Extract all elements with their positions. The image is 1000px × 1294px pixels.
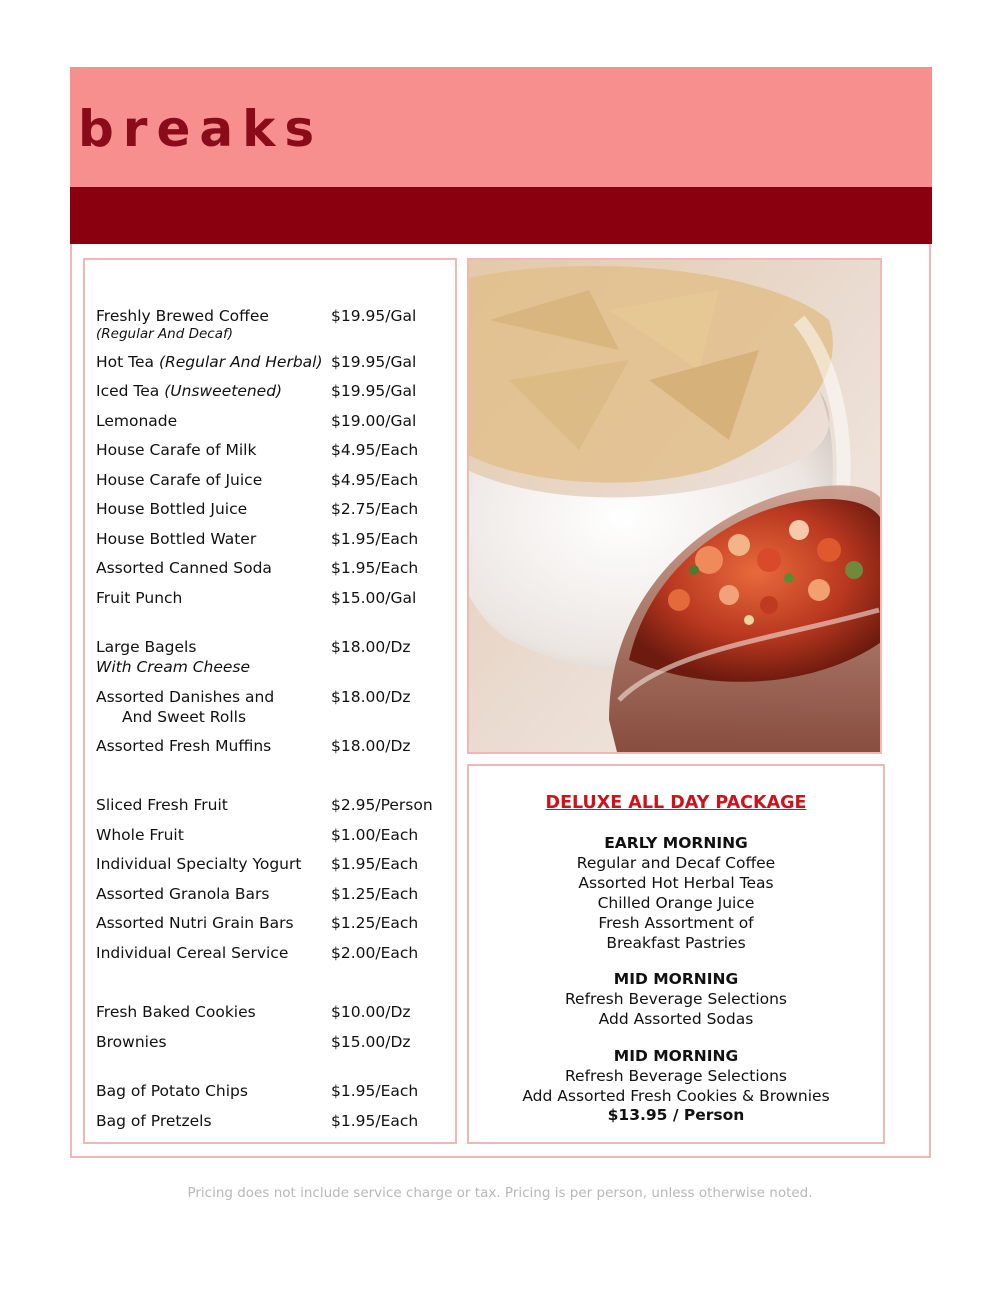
menu-item [96,736,271,756]
package-title: DELUXE ALL DAY PACKAGE [545,793,807,813]
menu-item [96,470,262,490]
menu-item-price: $2.95/Person [331,796,433,814]
menu-item-name: Individual Specialty Yogurt [96,855,302,873]
menu-item-name: Assorted Fresh Muffins [96,737,272,755]
menu-item-name: Assorted Canned Soda [96,559,272,577]
menu-item-price: $18.00/Dz [331,737,411,755]
package-section [469,969,883,1029]
package-line: Refresh Beverage Selections [564,1067,788,1085]
menu-item-name: Individual Cereal Service [96,944,289,962]
package-line: Fresh Assortment of [598,914,754,932]
package-section-heading: EARLY MORNING [604,834,748,852]
menu-item-name: Sliced Fresh Fruit [96,796,228,814]
menu-item-detail: With Cream Cheese [96,658,251,676]
package-panel [467,764,885,1144]
menu-item-name: Brownies [96,1033,167,1051]
menu-item [96,943,288,963]
menu-item [96,1111,212,1131]
menu-item-name: House Carafe of Milk [96,441,257,459]
package-section [469,833,883,953]
menu-item-price: $10.00/Dz [331,1003,411,1021]
menu-item-name: House Bottled Juice [96,500,248,518]
footer-note: Pricing does not include service charge or tax. Pricing is per person, unless otherwise noted. [187,1185,813,1201]
menu-item-name: House Carafe of Juice [96,471,263,489]
menu-item [96,1081,248,1101]
menu-item-name: Whole Fruit [96,826,184,844]
package-section-heading: MID MORNING [613,1047,739,1065]
menu-item [96,854,301,874]
menu-item-name: Lemonade [96,412,178,430]
package-line: Assorted Hot Herbal Teas [578,874,774,892]
menu-item [96,306,269,343]
package-line: Add Assorted Sodas [598,1010,754,1028]
menu-item-price: $18.00/Dz [331,638,411,656]
menu-item-price: $1.25/Each [331,885,419,903]
menu-item-price: $1.95/Each [331,1112,419,1130]
package-section-heading: MID MORNING [613,970,739,988]
menu-item-price: $19.95/Gal [331,307,417,325]
menu-item [96,825,184,845]
menu-item-name: Bag of Pretzels [96,1112,212,1130]
menu-item-name: Hot Tea [96,353,159,371]
menu-item [96,687,274,727]
menu-item-name: Large Bagels [96,638,197,656]
menu-item [96,795,228,815]
menu-item-name: Fruit Punch [96,589,183,607]
menu-item-price: $1.95/Each [331,559,419,577]
chips-salsa-photo [467,258,882,754]
menu-item-name: Assorted Nutri Grain Bars [96,914,294,932]
menu-item-price: $4.95/Each [331,471,419,489]
menu-item [96,1002,256,1022]
menu-item-detail: (Regular And Herbal) [158,353,323,371]
menu-item [96,411,177,431]
menu-item [96,588,182,608]
header-accent-band [70,187,932,244]
menu-item-name: Freshly Brewed Coffee [96,307,269,325]
menu-item-detail: (Unsweetened) [164,382,283,400]
package-line: Regular and Decaf Coffee [576,854,776,872]
menu-item [96,637,250,677]
menu-item [96,440,256,460]
menu-item-name: Assorted Granola Bars [96,885,270,903]
menu-item-price: $18.00/Dz [331,688,411,706]
menu-item-price: $4.95/Each [331,441,419,459]
package-price: $13.95 / Person [607,1106,745,1124]
menu-item-name: Iced Tea [96,382,165,400]
menu-item [96,1032,167,1052]
menu-item [96,499,247,519]
menu-item [96,558,272,578]
package-line: Chilled Orange Juice [597,894,755,912]
menu-item-name: Fresh Baked Cookies [96,1003,256,1021]
menu-item-detail: And Sweet Rolls [122,708,247,726]
package-line: Refresh Beverage Selections [564,990,788,1008]
menu-item-name: Assorted Danishes and [96,688,275,706]
menu-item-name: Bag of Potato Chips [96,1082,248,1100]
menu-item-price: $19.00/Gal [331,412,417,430]
package-line: Add Assorted Fresh Cookies & Brownies [522,1087,830,1105]
package-line: Breakfast Pastries [606,934,746,952]
chips-salsa-illustration [469,260,880,752]
package-section [469,1046,883,1106]
menu-item [96,884,270,904]
menu-item-price: $15.00/Dz [331,1033,411,1051]
menu-item-detail: (Regular And Decaf) [96,326,234,342]
menu-item-price: $1.25/Each [331,914,419,932]
menu-item [96,381,282,401]
menu-item-price: $2.75/Each [331,500,419,518]
menu-item-price: $1.95/Each [331,530,419,548]
menu-item-price: $15.00/Gal [331,589,417,607]
menu-item-name: House Bottled Water [96,530,257,548]
menu-item-price: $1.00/Each [331,826,419,844]
menu-item-price: $1.95/Each [331,1082,419,1100]
menu-item [96,529,256,549]
menu-item-price: $1.95/Each [331,855,419,873]
menu-item-price: $19.95/Gal [331,382,417,400]
page-title: breaks [78,100,324,158]
menu-item-price: $2.00/Each [331,944,419,962]
menu-item [96,352,323,372]
menu-item [96,913,294,933]
menu-item-price: $19.95/Gal [331,353,417,371]
